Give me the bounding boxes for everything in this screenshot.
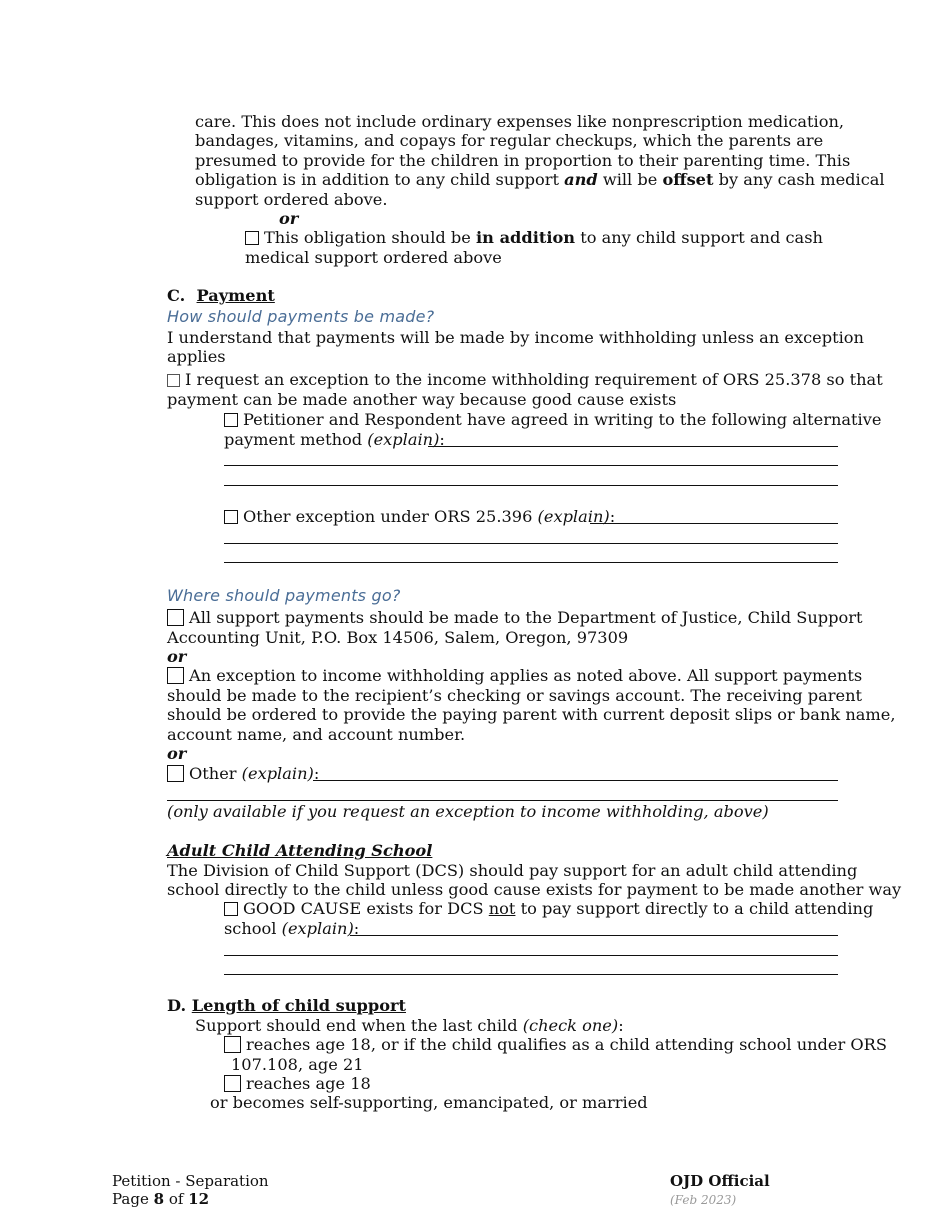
top-text-line: bandages, vitamins, and copays for regular checkups, which the parents are	[195, 131, 824, 150]
explain-input-line[interactable]	[224, 955, 838, 956]
in-addition-option[interactable]	[245, 228, 823, 248]
explain-input-line[interactable]	[428, 446, 838, 447]
body-text: I understand that payments will be made by income withholding unless an exception	[167, 328, 864, 347]
text-span: Petitioner and Respondent have agreed in writing to the following alternative	[243, 410, 882, 429]
explain-label: (explain)	[537, 507, 610, 526]
text-span: GOOD CAUSE exists for DCS	[243, 899, 489, 918]
body-text: 107.108, age 21	[231, 1055, 364, 1074]
emphasis-not: not	[488, 899, 516, 918]
body-text	[224, 919, 359, 939]
body-text: or becomes self-supporting, emancipated, or married	[210, 1093, 648, 1112]
explain-input-line[interactable]	[167, 800, 838, 801]
top-text-line: care. This does not include ordinary expenses like nonprescription medication,	[195, 112, 845, 131]
text-span: reaches age 18	[246, 1074, 371, 1093]
body-text: should be made to the recipient’s checking or savings account. The receiving parent	[167, 686, 863, 705]
body-text: should be ordered to provide the paying parent with current deposit slips or bank name,	[167, 705, 896, 724]
section-letter: C.	[167, 286, 186, 305]
text-span: school	[224, 919, 282, 938]
explain-input-line[interactable]	[350, 935, 838, 936]
question-where-payments: Where should payments go?	[167, 586, 401, 605]
body-text: The Division of Child Support (DCS) should pay support for an adult child attending	[167, 861, 858, 880]
agreed-writing-option[interactable]	[224, 410, 881, 430]
text-span: Other exception under ORS 25.396	[243, 507, 538, 526]
body-text	[224, 430, 445, 450]
or-connector: or	[167, 647, 187, 666]
explain-input-line[interactable]	[224, 465, 838, 466]
or-connector: or	[167, 744, 187, 763]
or-connector: or	[279, 209, 299, 228]
text-span: This obligation should be	[264, 228, 477, 247]
current-page: 8	[153, 1190, 165, 1208]
availability-note: (only available if you request an exception to income withholding, above)	[167, 802, 769, 821]
text-span: Support should end when the last child	[195, 1016, 523, 1035]
doj-option[interactable]	[167, 608, 863, 628]
question-how-payments: How should payments be made?	[167, 307, 435, 326]
text-span: All support payments should be made to the Department of Justice, Child Support	[189, 608, 863, 627]
text-span: I request an exception to the income withholding requirement of ORS 25.378 so that	[185, 370, 883, 389]
explain-label: (explain)	[367, 430, 440, 449]
body-text: account name, and account number.	[167, 725, 466, 744]
text-span: :	[353, 919, 360, 938]
body-text: Accounting Unit, P.O. Box 14506, Salem, Oregon, 97309	[167, 628, 629, 647]
body-text	[195, 1016, 624, 1036]
top-text-line	[195, 170, 885, 190]
option-text-line: medical support ordered above	[245, 248, 502, 267]
text-span: :	[618, 1016, 624, 1035]
total-pages: 12	[188, 1190, 210, 1208]
age-18-option[interactable]	[224, 1074, 371, 1094]
body-text: school directly to the child unless good cause exists for payment to be made another way	[167, 880, 902, 899]
explain-label: (explain)	[281, 919, 354, 938]
in-addition-checkbox[interactable]	[245, 231, 259, 245]
footer-document-title: Petition - Separation	[112, 1172, 269, 1190]
text-span: :	[439, 430, 445, 449]
footer-page-number	[112, 1190, 209, 1210]
exception-request-option[interactable]	[167, 370, 883, 390]
age-21-checkbox[interactable]	[224, 1036, 241, 1053]
check-one-label: (check one)	[522, 1016, 619, 1035]
text-span: will be	[597, 170, 663, 189]
text-span: payment method	[224, 430, 368, 449]
emphasis-offset: offset	[662, 170, 714, 189]
explain-input-line[interactable]	[313, 780, 838, 781]
text-span: reaches age 18, or if the child qualifies as a child attending school under ORS	[246, 1035, 887, 1054]
good-cause-option[interactable]	[224, 899, 873, 919]
text-span: to any child support and cash	[575, 228, 823, 247]
explain-input-line[interactable]	[224, 562, 838, 563]
text-span: to pay support directly to a child attending	[515, 899, 874, 918]
text-span: An exception to income withholding applies as noted above. All support payments	[189, 666, 863, 685]
text-span: by any cash medical	[713, 170, 885, 189]
good-cause-checkbox[interactable]	[224, 902, 238, 916]
text-span: :	[609, 507, 616, 526]
section-c-heading	[167, 286, 275, 306]
other-exception-checkbox[interactable]	[224, 510, 238, 524]
exception-request-checkbox[interactable]	[167, 374, 180, 387]
footer-official-label: OJD Official	[670, 1172, 770, 1190]
explain-input-line[interactable]	[224, 543, 838, 544]
account-option[interactable]	[167, 666, 862, 686]
other-payment-option[interactable]	[167, 764, 319, 784]
account-checkbox[interactable]	[167, 667, 184, 684]
explain-input-line[interactable]	[224, 974, 838, 975]
section-title: Length of child support	[191, 996, 406, 1015]
text-span: of	[164, 1190, 189, 1208]
other-payment-checkbox[interactable]	[167, 765, 184, 782]
section-title: Payment	[196, 286, 275, 305]
text-span: :	[313, 764, 320, 783]
emphasis-in-addition: in addition	[476, 228, 576, 247]
explain-input-line[interactable]	[590, 523, 838, 524]
body-text: payment can be made another way because good cause exists	[167, 390, 677, 409]
agreed-writing-checkbox[interactable]	[224, 413, 238, 427]
doj-checkbox[interactable]	[167, 609, 184, 626]
section-d-heading	[167, 996, 406, 1016]
adult-child-heading: Adult Child Attending School	[167, 841, 433, 860]
age-21-option[interactable]	[224, 1035, 887, 1055]
text-span: obligation is in addition to any child support	[195, 170, 565, 189]
emphasis-and: and	[564, 170, 598, 189]
section-letter: D.	[167, 996, 187, 1015]
explain-input-line[interactable]	[224, 485, 838, 486]
text-span: Page	[112, 1190, 154, 1208]
age-18-checkbox[interactable]	[224, 1075, 241, 1092]
footer-date: (Feb 2023)	[670, 1193, 737, 1207]
top-text-line: support ordered above.	[195, 190, 388, 209]
other-exception-option[interactable]	[224, 507, 615, 527]
body-text: applies	[167, 347, 226, 366]
top-text-line: presumed to provide for the children in proportion to their parenting time. This	[195, 151, 851, 170]
explain-label: (explain)	[241, 764, 314, 783]
text-span: Other	[189, 764, 242, 783]
